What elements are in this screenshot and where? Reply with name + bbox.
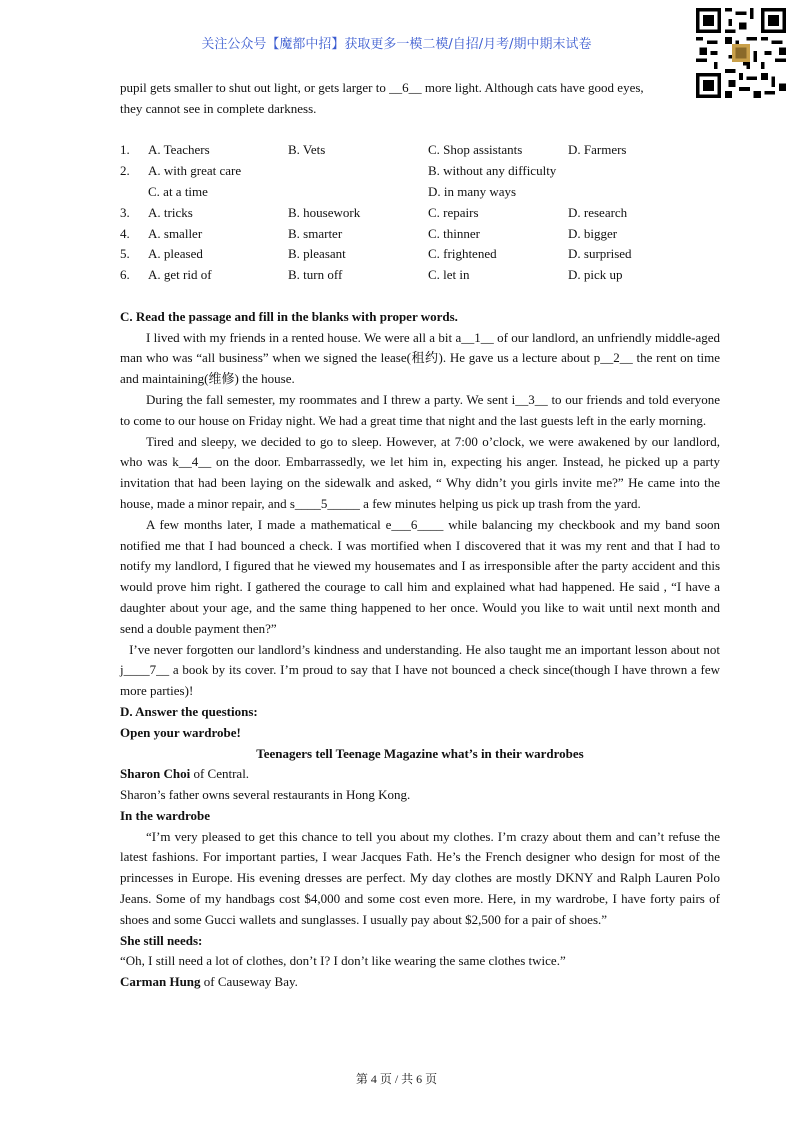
option-b: B. pleasant [288,246,346,262]
option-a: A. tricks [148,204,193,220]
person-place: of Central. [190,766,250,782]
question-number: 5. [120,246,130,262]
person-intro [120,972,720,993]
option-b: B. smarter [288,225,343,241]
page-number: 第 4 页 / 共 6 页 [355,1072,438,1086]
option-c: C. repairs [428,204,479,220]
article-title: Teenagers tell Teenage Magazine what’s in their wardrobes [256,745,584,761]
question-number: 4. [120,225,130,241]
needs-heading: She still needs: [120,932,203,948]
page-content [120,78,720,993]
option-row [120,224,720,245]
options-table [120,140,720,286]
question-number: 1. [120,142,130,158]
option-b: B. Vets [288,142,326,158]
option-c: C. thinner [428,225,480,241]
option-a: A. smaller [148,225,203,241]
option-c: C. let in [428,267,470,283]
passage-continuation-line: they cannot see in complete darkness. [120,100,317,116]
question-number: 2. [120,163,130,179]
option-d: D. in many ways [428,183,517,199]
option-a: A. pleased [148,246,203,262]
option-c: C. frightened [428,246,497,262]
passage-paragraph: I’ve never forgotten our landlord’s kindness and understanding. He also taught me an important lesson about not j____7__ a book by its cover. I’m proud to say that I have not bounced a check since(though I have thrown a few more parties)! [120,641,720,699]
question-number [120,182,148,203]
option-b: B. without any difficulty [428,163,557,179]
option-c: C. Shop assistants [428,142,523,158]
person-info: Sharon’s father owns several restaurants in Hong Kong. [120,787,411,803]
passage-paragraph: During the fall semester, my roommates and I threw a party. We sent i__3__ to our friends and told everyone to come to our house on Friday night. We had a great time that night and the last guests left in the early morning. [120,391,720,428]
passage-paragraph: I lived with my friends in a rented house. We were all a bit a__1__ of our landlord, an unfriendly middle-aged man who was “all business” when we signed the lease(租约). He gave us a lecture about p__2__ the rent on time and maintaining(维修) the house. [120,329,720,387]
option-row [120,244,720,265]
wardrobe-heading: In the wardrobe [120,807,211,823]
option-row [120,140,720,161]
option-a: A. Teachers [148,142,210,158]
option-d: D. bigger [568,225,618,241]
option-b: B. turn off [288,267,343,283]
passage-paragraph: A few months later, I made a mathematical e___6____ while balancing my checkbook and my band soon notified me that I had bounced a check. I was mortified when I discovered that it was my rent and that I had to notify my landlord, I figured that he viewed my housemates and I as irresponsible after the party accident and this would prove him right. I gathered the courage to call him and explained what had happened. He said , “I have a daughter about your age, and the same thing happened to her once. Would you like to wait until next month and send a double payment then?” [120,516,720,636]
promo-banner: 关注公众号【魔都中招】获取更多一模二模/自招/月考/期中期末试卷 [201,37,592,52]
option-a: A. with great care [148,163,242,179]
option-d: D. research [568,204,628,220]
option-row [120,265,720,286]
passage-continuation-line: pupil gets smaller to shut out light, or gets larger to __6__ more light. Although cats have good eyes, [120,80,644,95]
person-intro [120,764,720,785]
option-b: B. housework [288,204,361,220]
needs-text: “Oh, I still need a lot of clothes, don’t I? I don’t like wearing the same clothes twice.” [120,953,566,969]
person-place: of Causeway Bay. [200,974,298,990]
option-d: D. surprised [568,246,632,262]
option-d: D. Farmers [568,142,627,158]
option-row [120,161,720,182]
option-c: C. at a time [148,183,208,199]
person-name: Carman Hung [120,974,201,990]
option-row [120,182,720,203]
option-d: D. pick up [568,267,623,283]
wardrobe-text: “I’m very pleased to get this chance to tell you about my clothes. I’m crazy about them and can’t refuse the latest fashions. For important parties, I wear Jacques Fath. He’s the French designer who design for most of the princesses in Europe. His evening dresses are perfect. My day clothes are mostly DKNY and Ralph Lauren Polo Jeans. Some of my handbags cost $4,000 and some cost even more. Here, in my wardrobe, I have forty pairs of shoes and some Gucci wallets and sunglasses. I usually pay about $2,500 for a pair of shoes.” [120,828,720,927]
person-name: Sharon Choi [120,766,191,782]
option-row [120,203,720,224]
section-d-subheading: Open your wardrobe! [120,724,241,740]
section-c-heading: C. Read the passage and fill in the blanks with proper words. [120,308,458,324]
option-a: A. get rid of [148,267,212,283]
question-number: 6. [120,267,130,283]
passage-paragraph: Tired and sleepy, we decided to go to sleep. However, at 7:00 o’clock, we were awakened by our landlord, who was k__4__ on the door. Embarrassedly, we let him in, expecting his anger. Instead, he picked up a party invitation that had been laying on the sidewalk and asked, “ Why didn’t you girls invite me?” He came into the house, made a minor repair, and s____5_____ a few minutes helping us pick up trash from the yard. [120,433,720,511]
section-d-heading: D. Answer the questions: [120,703,258,719]
question-number: 3. [120,204,130,220]
